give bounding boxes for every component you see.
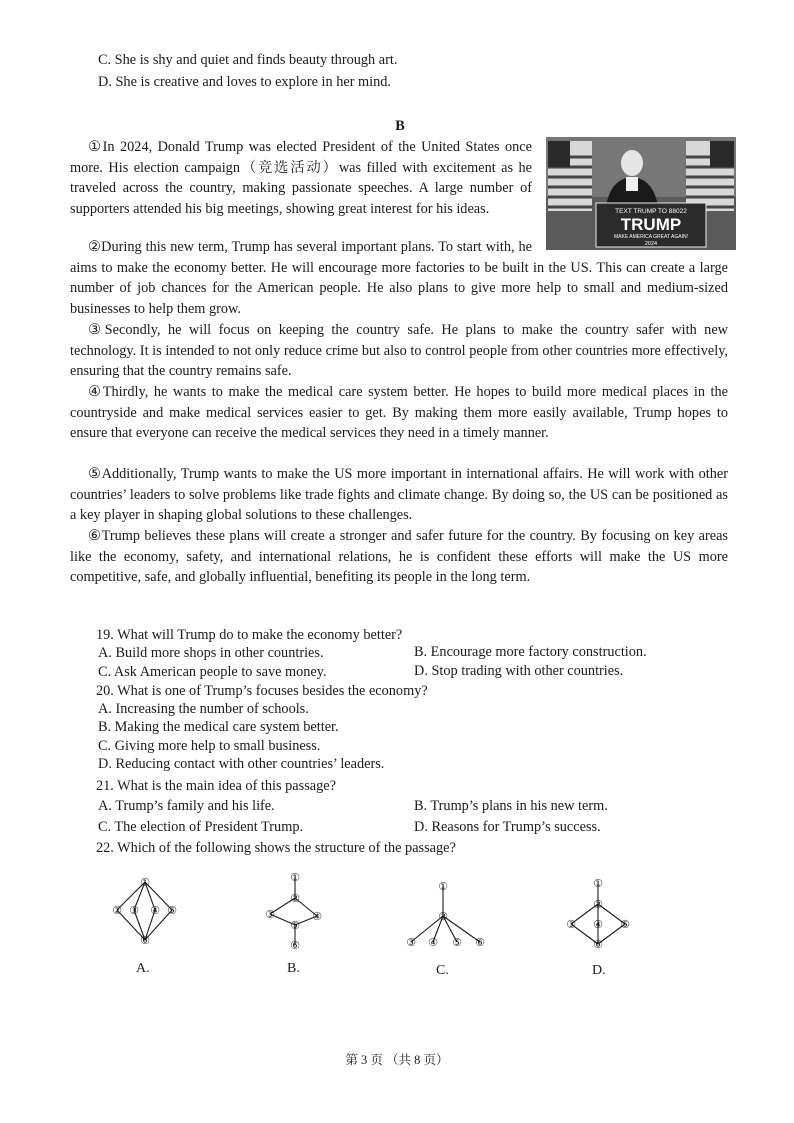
paragraph-5: ⑤Additionally, Trump wants to make the US more important in international affairs. He will work with other countries’ leaders to solve problems like trade fights and climate change. By doing so, the US can be positioned as a key player in shaping global solutions to these challenges. bbox=[70, 466, 728, 523]
diagram-b-node-5: ⑤ bbox=[290, 919, 300, 932]
diagram-a[interactable] bbox=[117, 882, 172, 940]
diagram-a-node-3: ③ bbox=[129, 904, 139, 917]
diagram-c-node-6: ⑥ bbox=[475, 936, 485, 949]
sign-year: 2024 bbox=[644, 241, 658, 247]
q20-option-c[interactable]: C. Giving more help to small business. bbox=[98, 738, 321, 754]
q22-option-d[interactable]: D. bbox=[592, 963, 606, 978]
paragraph-3: ③Secondly, he will focus on keeping the country safe. He plans to make the country safer with new technology. It is intended to not only reduce crime but also to control people from other countries more effectively, ensuring that the country remains safe. bbox=[70, 322, 728, 379]
diagram-c-node-5: ⑤ bbox=[452, 936, 462, 949]
diagram-c-node-1: ① bbox=[438, 880, 448, 893]
diagram-d-node-2: ② bbox=[593, 898, 603, 911]
q19-option-d[interactable]: D. Stop trading with other countries. bbox=[414, 663, 624, 679]
q19-option-a[interactable]: A. Build more shops in other countries. bbox=[98, 645, 324, 661]
q20-option-b[interactable]: B. Making the medical care system better. bbox=[98, 719, 339, 735]
diagram-a-node-4: ④ bbox=[150, 904, 160, 917]
q21-option-c[interactable]: C. The election of President Trump. bbox=[98, 819, 304, 835]
paragraph-1: ①In 2024, Donald Trump was elected President of the United States once more. His election campaign（竞选活动）was filled with excitement as he traveled across the country, making passionate speeches. A large number of supporters attended his big meetings, showing great interest for his ideas. bbox=[70, 139, 532, 217]
diagram-a-node-2: ② bbox=[112, 904, 122, 917]
sign-top-text: TEXT TRUMP TO 88022 bbox=[615, 208, 687, 215]
structure-diagrams bbox=[95, 862, 725, 957]
diagram-b-node-2: ② bbox=[290, 892, 300, 905]
diagram-b-node-6: ⑥ bbox=[290, 939, 300, 952]
prev-option-c: C. She is shy and quiet and finds beauty through art. bbox=[98, 52, 398, 68]
diagram-d-node-1: ① bbox=[593, 877, 603, 890]
q22-option-c[interactable]: C. bbox=[436, 963, 449, 978]
q21-option-a[interactable]: A. Trump’s family and his life. bbox=[98, 798, 275, 814]
diagram-d[interactable] bbox=[571, 883, 625, 944]
q19-option-c[interactable]: C. Ask American people to save money. bbox=[98, 664, 327, 680]
question-19-stem: 19. What will Trump do to make the economy better? bbox=[96, 627, 403, 643]
sign-slogan: MAKE AMERICA GREAT AGAIN! bbox=[613, 234, 689, 240]
diagram-b-node-3: ③ bbox=[265, 908, 275, 921]
diagram-b-node-4: ④ bbox=[312, 910, 322, 923]
paragraph-4: ④Thirdly, he wants to make the medical care system better. He hopes to build more medical places in the countryside and make medical services easier to get. By making them more easily available, Trump hopes to ensure that everyone can receive the medical services they need in a timely manner. bbox=[70, 384, 728, 441]
q20-option-d[interactable]: D. Reducing contact with other countries’ leaders. bbox=[98, 756, 385, 772]
diagram-d-node-6: ⑥ bbox=[593, 938, 603, 951]
diagram-b-node-1: ① bbox=[290, 871, 300, 884]
q20-option-a[interactable]: A. Increasing the number of schools. bbox=[98, 701, 309, 717]
diagram-a-node-6: ⑥ bbox=[140, 934, 150, 947]
diagram-c-node-3: ③ bbox=[406, 936, 416, 949]
q22-option-a[interactable]: A. bbox=[136, 961, 150, 976]
q19-option-b[interactable]: B. Encourage more factory construction. bbox=[414, 644, 647, 660]
diagram-c-node-2: ② bbox=[438, 910, 448, 923]
q21-option-b[interactable]: B. Trump’s plans in his new term. bbox=[414, 798, 608, 814]
diagram-c-node-4: ④ bbox=[428, 936, 438, 949]
diagram-a-node-1: ① bbox=[140, 876, 150, 889]
page-footer: 第 3 页 （共 8 页） bbox=[345, 1053, 449, 1067]
diagram-d-node-4: ④ bbox=[593, 918, 603, 931]
question-21-stem: 21. What is the main idea of this passage? bbox=[96, 778, 336, 794]
diagram-d-node-5: ⑤ bbox=[620, 918, 630, 931]
diagram-d-node-3: ③ bbox=[566, 918, 576, 931]
prev-option-d: D. She is creative and loves to explore in her mind. bbox=[98, 74, 392, 90]
section-heading: B bbox=[395, 118, 405, 134]
sign-name: TRUMP bbox=[620, 215, 682, 234]
paragraph-2: ②During this new term, Trump has several important plans. To start with, he aims to make the economy better. He will encourage more factories to be built in the US. This can create a large number of job chances for the American people. He also plans to give more help to small and medium-sized businesses to help them grow. bbox=[70, 239, 728, 317]
diagram-b[interactable] bbox=[270, 877, 317, 945]
q22-option-b[interactable]: B. bbox=[287, 961, 300, 976]
question-22-stem: 22. Which of the following shows the structure of the passage? bbox=[96, 840, 456, 856]
paragraph-6: ⑥Trump believes these plans will create a stronger and safer future for the country. By focusing on key areas like the economy, safety, and international relations, he is confident these efforts will make the US more competitive, safe, and globally influential, benefiting its people in the long term. bbox=[70, 528, 728, 585]
q21-option-d[interactable]: D. Reasons for Trump’s success. bbox=[414, 819, 601, 835]
diagram-a-node-5: ⑤ bbox=[167, 904, 177, 917]
question-20-stem: 20. What is one of Trump’s focuses besides the economy? bbox=[96, 683, 428, 699]
